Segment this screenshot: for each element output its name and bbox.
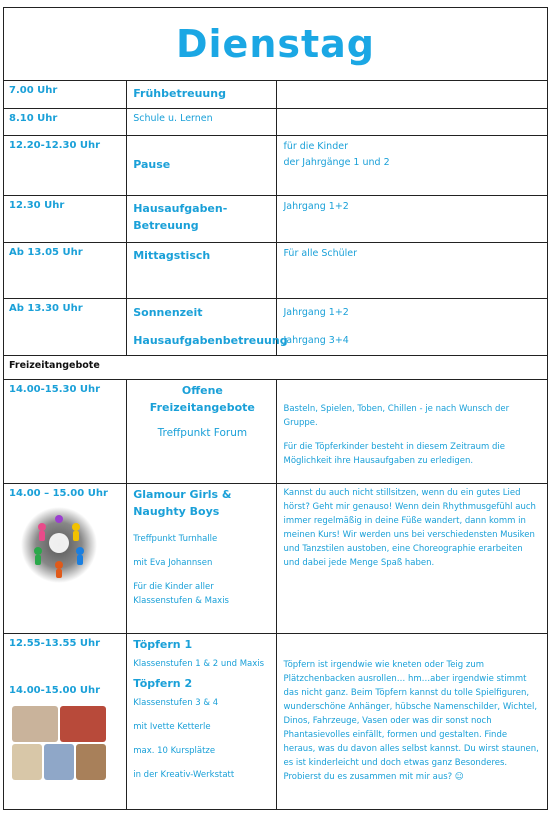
activity-line: Betreuung — [133, 219, 199, 232]
title-row — [4, 8, 548, 81]
note-line: Basteln, Spielen, Toben, Chillen - je nach Wunsch der Gruppe. — [283, 404, 510, 428]
pottery-image — [12, 706, 108, 782]
page-title: Dienstag — [175, 22, 376, 66]
activity-line: Naughty Boys — [133, 505, 220, 518]
activity-cell: Schule u. Lernen — [133, 113, 213, 124]
activity-cell: Pause — [133, 158, 171, 171]
time-cell: 12.20-12.30 Uhr — [9, 140, 101, 151]
level-line: Klassenstufen 3 & 4 — [133, 698, 219, 708]
activity-line: Glamour Girls & — [133, 488, 232, 501]
table-row — [4, 109, 548, 136]
table-row — [4, 243, 548, 299]
note-line: der Jahrgänge 1 und 2 — [283, 157, 390, 168]
activity-line: Hausaufgaben- — [133, 202, 228, 215]
time-cell: 7.00 Uhr — [9, 85, 58, 96]
note-cell: Kannst du auch nicht stillsitzen, wenn du ein gutes Lied hörst? Geht mir genauso! Wenn dein Rhythmusgefühl auch immer regelmäßig in deine Füße wandert, dann komm in meinen Kurs! Wir werden uns bei verschiedensten Musiken und Tanzstilen austoben, eine Choreographie erarbeiten und dabei jede Menge Spaß haben. — [283, 488, 536, 568]
activity-cell: Frühbetreuung — [133, 87, 226, 100]
schedule-sheet — [3, 7, 548, 810]
note-line: Jahrgang 1+2 — [283, 307, 349, 318]
table-row — [4, 484, 548, 634]
time-cell: 14.00 – 15.00 Uhr — [9, 488, 108, 499]
dance-figures-image — [20, 505, 98, 585]
time-cell: Ab 13.30 Uhr — [9, 303, 83, 314]
place-line: Treffpunkt Turnhalle — [133, 534, 218, 544]
title-cell — [4, 8, 548, 81]
note-cell: Für alle Schüler — [283, 248, 358, 259]
table-row — [4, 136, 548, 196]
time-cell: 14.00-15.00 Uhr — [9, 685, 101, 696]
audience-line: Für die Kinder aller — [133, 582, 214, 592]
time-cell: 12.30 Uhr — [9, 200, 65, 211]
table-row — [4, 634, 548, 810]
table-row — [4, 380, 548, 484]
activity-line: Offene — [181, 384, 223, 397]
note-line: Für die Töpferkinder besteht in diesem Zeitraum die Möglichkeit ihre Hausaufgaben zu erledigen. — [283, 442, 505, 466]
schedule-table — [3, 7, 548, 810]
activity-line: Hausaufgabenbetreuung — [133, 334, 288, 347]
note-line: Jahrgang 3+4 — [283, 335, 349, 346]
leader-line: mit Eva Johannsen — [133, 558, 213, 568]
audience-line: Klassenstufen & Maxis — [133, 596, 229, 606]
places-line: max. 10 Kursplätze — [133, 746, 216, 756]
activity-line: Freizeitangebote — [149, 401, 255, 414]
note-cell — [277, 81, 547, 84]
activity-line: Sonnenzeit — [133, 306, 203, 319]
time-cell: 8.10 Uhr — [9, 113, 58, 124]
table-row — [4, 196, 548, 243]
note-cell: Jahrgang 1+2 — [283, 201, 349, 212]
time-cell: 14.00-15.30 Uhr — [9, 384, 101, 395]
activity-line: Töpfern 2 — [133, 677, 193, 690]
time-cell: Ab 13.05 Uhr — [9, 247, 83, 258]
section-row — [4, 356, 548, 380]
section-heading: Freizeitangebote — [9, 360, 100, 371]
time-cell: 12.55-13.55 Uhr — [9, 638, 101, 649]
leader-line: mit Ivette Ketterle — [133, 722, 211, 732]
location-line: in der Kreativ-Werkstatt — [133, 770, 235, 780]
note-line: für die Kinder — [283, 141, 348, 152]
activity-cell: Mittagstisch — [133, 249, 211, 262]
place-line: Treffpunkt Forum — [157, 427, 248, 439]
table-row — [4, 299, 548, 356]
table-row — [4, 81, 548, 109]
level-line: Klassenstufen 1 & 2 und Maxis — [133, 659, 265, 669]
activity-line: Töpfern 1 — [133, 638, 193, 651]
note-cell: Töpfern ist irgendwie wie kneten oder Teig zum Plätzchenbacken ausrollen… hm…aber irgendwie stimmt das nicht ganz. Beim Töpfern kannst du tolle Spielfiguren, wunderschöne Anhänger, hübsche Namenschilder, Wichtel, Dinos, Fahrzeuge, Vasen oder was dir sonst noch Phantasievolles einfällt, formen und gestalten. Finde heraus, was du davon alles selbst kannst. Du wirst staunen, es ist kinderleicht und doch etwas ganz Besonderes. Probierst du es zusammen mit mir aus? ☺ — [283, 660, 539, 782]
